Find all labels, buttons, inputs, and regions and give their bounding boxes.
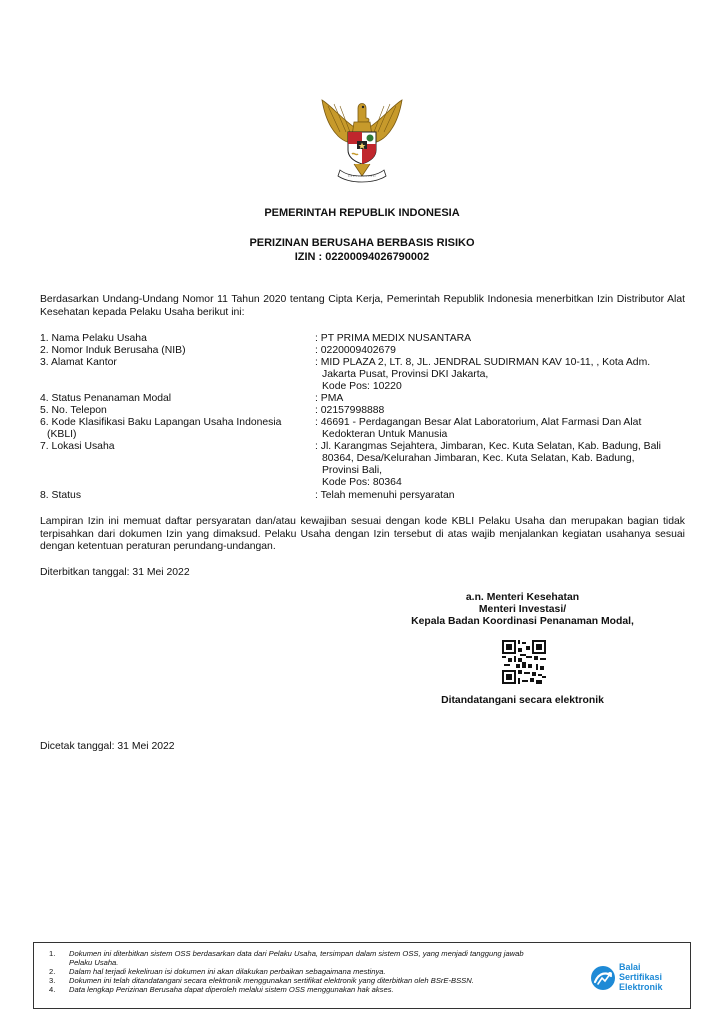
footer-note-text-cont: Pelaku Usaha. — [69, 958, 119, 967]
field-value-nib: : 0220009402679 — [315, 345, 396, 356]
footer-note-text: Dokumen ini diterbitkan sistem OSS berdasarkan data dari Pelaku Usaha, tersimpan dalam sistem OSS, yang menjadi tanggung jawab — [69, 949, 524, 958]
signature-line-3: Kepala Badan Koordinasi Penanaman Modal, — [411, 616, 634, 627]
bsre-logo-icon — [589, 962, 617, 994]
footer-note-text: Data lengkap Perizinan Berusaha dapat diperoleh melalui sistem OSS menggunakan hak akses. — [69, 985, 394, 994]
field-value-alamat-line3: Kode Pos: 10220 — [322, 381, 402, 392]
field-label-status-modal: 4. Status Penanaman Modal — [40, 393, 172, 404]
document-title: PERIZINAN BERUSAHA BERBASIS RISIKO — [249, 237, 475, 249]
field-value-kbli-line2: Kedokteran Untuk Manusia — [322, 429, 448, 440]
field-value-status: : Telah memenuhi persyaratan — [315, 490, 455, 501]
signature-block — [400, 592, 645, 628]
field-value-lokasi: : Jl. Karangmas Sejahtera, Jimbaran, Kec. Kuta Selatan, Kab. Badung, Bali — [315, 441, 661, 452]
signature-line-2: Menteri Investasi/ — [478, 604, 567, 615]
footer-note-number: 4. — [49, 985, 56, 994]
bsre-logo — [589, 962, 685, 998]
field-label-telepon: 5. No. Telepon — [40, 405, 107, 416]
field-value-lokasi-line2: 80364, Desa/Kelurahan Jimbaran, Kec. Kuta Selatan, Kab. Badung, — [322, 453, 635, 464]
field-label-kbli-line2: (KBLI) — [47, 429, 77, 440]
signature-line-1: a.n. Menteri Kesehatan — [465, 592, 580, 603]
bsre-text-line-1: Balai — [619, 962, 641, 972]
field-value-lokasi-line3: Provinsi Bali, — [322, 465, 383, 476]
field-value-alamat: : MID PLAZA 2, LT. 8, JL. JENDRAL SUDIRMAN KAV 10-11, , Kota Adm. — [315, 357, 651, 368]
field-value-nama: : PT PRIMA MEDIX NUSANTARA — [315, 333, 472, 344]
field-label-status: 8. Status — [40, 490, 82, 501]
issued-date: Diterbitkan tanggal: 31 Mei 2022 — [40, 567, 190, 578]
license-number: IZIN : 02200094026790002 — [294, 251, 430, 263]
field-value-lokasi-line4: Kode Pos: 80364 — [322, 477, 402, 488]
field-label-lokasi: 7. Lokasi Usaha — [40, 441, 115, 452]
footer-note-text: Dokumen ini telah ditandatangani secara elektronik menggunakan sertifikat elektronik yang diterbitkan oleh BSrE-BSSN. — [69, 976, 474, 985]
footer-note-number: 3. — [49, 976, 56, 985]
field-label-kbli: 6. Kode Klasifikasi Baku Lapangan Usaha Indonesia — [40, 417, 282, 428]
electronic-signature-note: Ditandatangani secara elektronik — [441, 695, 604, 706]
lampiran-paragraph: Lampiran Izin ini memuat daftar persyaratan dan/atau kewajiban sesuai dengan kode KBLI Pelaku Usaha dan merupakan bagian tidak terpisahkan dari dokumen Izin yang dimaksud. Pelaku Usaha dengan Izin tersebut di atas wajib menjalankan kegiatan usahanya sesuai dengan ketentuan peraturan perundang-undangan. — [40, 516, 685, 552]
intro-paragraph: Berdasarkan Undang-Undang Nomor 11 Tahun 2020 tentang Cipta Kerja, Pemerintah Republik Indonesia menerbitkan Izin Distributor Alat Kesehatan kepada Pelaku Usaha berikut ini: — [40, 294, 685, 318]
field-value-status-modal: : PMA — [315, 393, 344, 404]
bsre-logo-text — [619, 962, 663, 992]
bsre-text-line-3: Elektronik — [619, 982, 663, 992]
field-label-alamat: 3. Alamat Kantor — [40, 357, 117, 368]
field-value-alamat-line2: Jakarta Pusat, Provinsi DKI Jakarta, — [322, 369, 489, 380]
footer-note-number: 2. — [49, 967, 56, 976]
garuda-emblem — [314, 92, 410, 188]
footer-note-number: 1. — [49, 949, 56, 958]
field-value-kbli: : 46691 - Perdagangan Besar Alat Laboratorium, Alat Farmasi Dan Alat — [315, 417, 642, 428]
bsre-text-line-2: Sertifikasi — [619, 972, 663, 982]
printed-date: Dicetak tanggal: 31 Mei 2022 — [40, 741, 175, 752]
footer-note-text: Dalam hal terjadi kekeliruan isi dokumen ini akan dilakukan perbaikan sebagaimana mestinya. — [69, 967, 386, 976]
qr-code-icon — [502, 640, 546, 684]
government-heading: PEMERINTAH REPUBLIK INDONESIA — [264, 207, 460, 219]
field-label-nib: 2. Nomor Induk Berusaha (NIB) — [40, 345, 186, 356]
field-value-telepon: : 02157998888 — [315, 405, 385, 416]
field-label-nama: 1. Nama Pelaku Usaha — [40, 333, 147, 344]
